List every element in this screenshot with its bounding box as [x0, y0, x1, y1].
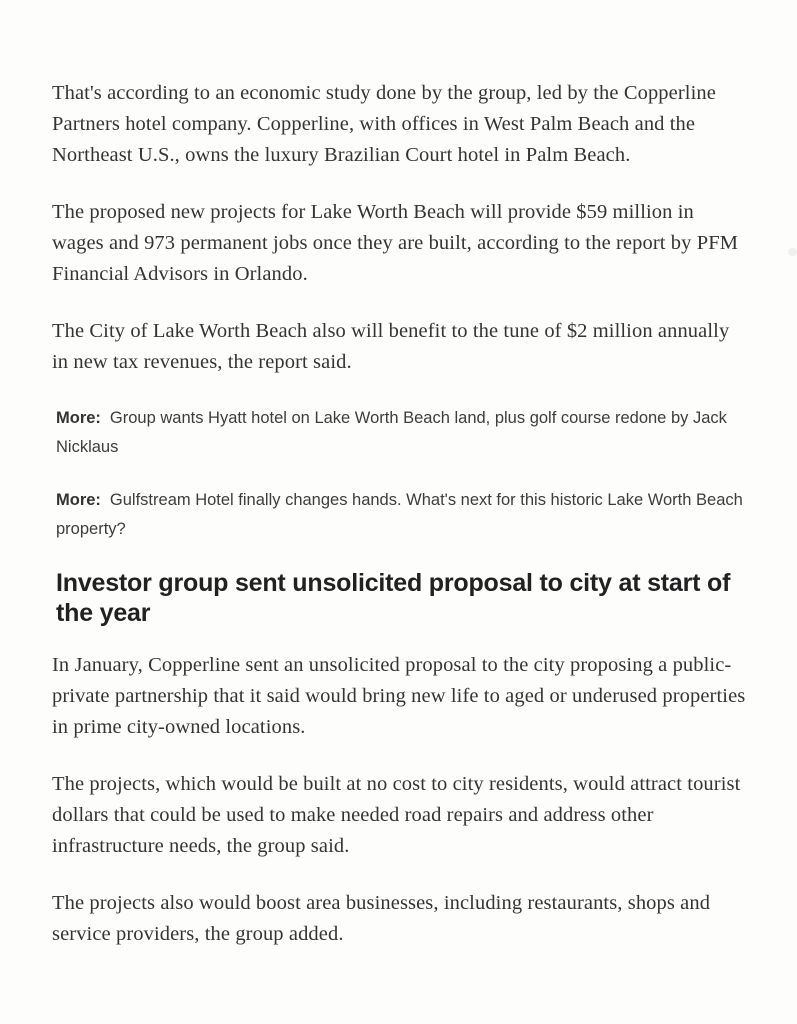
article-paragraph: The proposed new projects for Lake Worth Beach will provide $59 million in wages and 973 permanent jobs once they are built, according to the report by PFM Financial Advisors in Orlando.: [52, 201, 739, 285]
more-label: More:: [56, 409, 101, 427]
related-link[interactable]: Group wants Hyatt hotel on Lake Worth Beach land, plus golf course redone by Jack Nicklaus: [56, 409, 727, 456]
related-link-block: [56, 404, 747, 462]
article-paragraph: The projects, which would be built at no cost to city residents, would attract tourist dollars that could be used to make needed road repairs and address other infrastructure needs, the group said.: [52, 773, 741, 857]
article-paragraph: In January, Copperline sent an unsolicited proposal to the city proposing a public-private partnership that it said would bring new life to aged or underused properties in prime city-owned locations.: [52, 654, 746, 738]
more-label: More:: [56, 491, 101, 509]
section-heading: Investor group sent unsolicited proposal to city at start of the year: [56, 569, 731, 627]
scan-artifact: [788, 248, 797, 256]
article-paragraph: That's according to an economic study done by the group, led by the Copperline Partners hotel company. Copperline, with offices in West Palm Beach and the Northeast U.S., owns the luxury Brazilian Court hotel in Palm Beach.: [52, 82, 716, 166]
article-paragraph: The projects also would boost area businesses, including restaurants, shops and service providers, the group added.: [52, 892, 711, 945]
related-link-block: [56, 486, 747, 544]
related-link[interactable]: Gulfstream Hotel finally changes hands. What's next for this historic Lake Worth Beach property?: [56, 491, 743, 538]
article-paragraph: The City of Lake Worth Beach also will benefit to the tune of $2 million annually in new tax revenues, the report said.: [52, 320, 730, 373]
article-column: [52, 78, 747, 950]
